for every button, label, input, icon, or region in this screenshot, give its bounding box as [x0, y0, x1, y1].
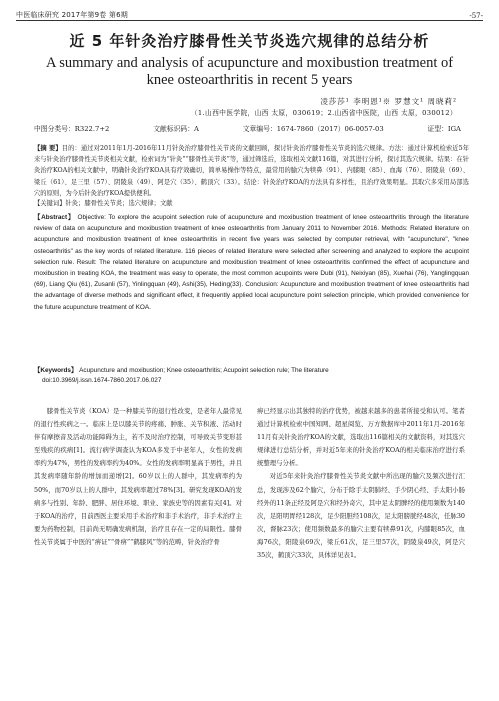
keywords-chinese: 【关键词】针灸；膝骨性关节炎；选穴规律；文献 [34, 200, 173, 207]
doi: doi:10.3969/j.issn.1674-7860.2017.06.027 [42, 377, 162, 384]
abstract-en-label: 【Abstract】 [34, 214, 75, 221]
title-english [20, 55, 479, 89]
body-paragraph: 痹已经显示出其独特的治疗优势，被越来越多的患者所接受和认可。笔者通过计算机检索中国知网、超星阅览、万方数据库中2011年1月-2016年11月有关针灸治疗KOA的文献，选取出116篇相关的文献资料，对其选穴规律进行总结分析，并对近5年来的针灸治疗KOA的相关临床治疗进行系统整理与分析。 [257, 407, 465, 468]
keywords-english [34, 365, 469, 377]
abstract-en-text: Objective: To explore the acupoint selection rule of acupuncture and moxibustion treatment of knee osteoarthritis through the literature review of data on acupuncture and moxibustion treatment of knee osteoarthritis from January 2011 to November 2016. Methods: Related literature on acupuncture and moxibustion treatment of knee osteoarthritis in recent five years was selected by computer retrieval, with "acupuncture", "knee osteoarthritis" as the key words of related literature. 116 pieces of related literature were selected after screening and analyzed to explore the acupoint selection rule. Result: The related literature on acupuncture and moxibustion treatment of knee osteoarthritis confirmed the effect of acupuncture and moxibustion in treating KOA, the treatment was easy to operate, the most common acupoints were Dubi (91), Neixiyan (85), Xuehai (76), Yanglingquan (69), Liang Qiu (61), Zusanli (57), Yinlingquan (49), Ashi(35), Heding(33). Conclusion: Acupuncture and moxibustion treatment of knee osteoarthritis had the advantage of diverse methods and significant effect, it frequently applied local acupuncture point selection principle, which provided convenience for the future acupuncture treatment of KOA. [34, 214, 469, 311]
keywords-en-text: Acupuncture and moxibustion; Knee osteoarthritis; Acupoint selection rule; The literature [79, 367, 329, 374]
document-code: 文献标识码：A [153, 125, 199, 133]
abstract-english [34, 212, 469, 313]
title-english-line1: A summary and analysis of acupuncture and moxibustion treatment of [45, 55, 454, 71]
running-header [16, 4, 483, 21]
body-column-right [257, 405, 465, 562]
affiliation: （1.山西中医学院，山西 太原，030619；2.山西省中医院，山西 太原，030012） [190, 109, 457, 117]
keywords-en-label: 【Keywords】 [34, 367, 78, 374]
journal-info: 中医临床研究 2017年第9卷 第6期 [16, 11, 128, 19]
title-chinese: 近 5 年针灸治疗膝骨性关节炎选穴规律的总结分析 [69, 32, 430, 50]
article-meta [34, 123, 461, 133]
page-number: -57- [469, 12, 483, 20]
body-paragraph: 对近5年来针灸治疗膝骨性关节炎文献中所出现的腧穴及频次进行汇总，发现涉及62个腧穴，分布于除手太阴肺经、手少阴心经、手太阳小肠经外的11条正经及阿是穴和经外奇穴，其中足太阴脾经的使用频数为140次，足阳明胃经128次，足少阳胆经108次，足太阳膀胱经48次，任脉30次，督脉23次；使用频数最多的腧穴主要有犊鼻91次，内膝眼85次，血海76次，阳陵泉69次，梁丘61次，足三里57次，阴陵泉49次，阿是穴35次，鹤顶穴33次，具体详见表1。 [257, 472, 465, 560]
abstract-cn-text: 目的：通过对2011年1月-2016年11月针灸治疗膝骨性关节炎的文献回顾，探讨针灸治疗膝骨性关节炎的选穴规律。方法：通过计算机检索近5年来与针灸治疗膝骨性关节炎相关文献，检索词为“针灸”“膝骨性关节炎”等，通过筛选后，选取相关文献116篇，对其进行分析，探讨其选穴规律。结果：在针灸治疗KOA的相关文献中，明确针灸治疗KOA具有疗效确切，简单易操作等特点，最常用的腧穴为犊鼻（91）、内膝眼（85）、血海（76）、阳陵泉（69）、梁丘（61）、足三里（57）、阴陵泉（49）、阿是穴（35）、鹤顶穴（33）。结论：针灸治疗KOA的方法具有多样性，且治疗效果明显。其取穴多采用局部选穴的原则，为今后针灸治疗KOA提供便利。 [34, 145, 469, 197]
article-number: 文章编号：1674-7860（2017）06-0057-03 [242, 125, 384, 133]
abstract-chinese [34, 143, 469, 199]
cert-type: 证型：IGA [427, 125, 461, 133]
abstract-cn-label: 【摘 要】 [34, 145, 62, 152]
authors: 凌莎莎¹ 李明恩¹※ 罗慧文¹ 周晓莉² [320, 97, 457, 106]
body-paragraph: 膝骨性关节炎（KOA）是一种膝关节的退行性改变，是老年人最常见的退行性疾病之一。临床上是以膝关节的疼痛、肿胀、关节积液、活动时伴有摩擦音及活动功能障碍为主，若不及时治疗控制，可导致关节变形甚至残疾的疾病[1]。流行病学调查认为KOA多发于中老年人，女性的发病率约为47%，男性的发病率约为40%。女性的发病率明显高于男性，并且其发病率随年龄的增加而递增[2]。60岁以上的人群中，其发病率约为50%，而70岁以上的人群中，其发病率超过78%[3]。研究发现KOA的发病多与性别、年龄、肥胖、居住环境、职业、家族史等的因素有关[4]。对于KOA的治疗，目前西医主要采用手术治疗和非手术治疗，非手术治疗主要为药物控制，目前尚无明确发病机制，治疗且存在一定的局限性。膝骨性关节炎属于中医的“痹证”“骨痹”“鹤膝风”等的范畴，针灸治疗骨 [34, 407, 242, 546]
body-column-left [34, 405, 242, 549]
clc-number: 中图分类号：R322.7+2 [34, 125, 110, 133]
title-english-line2: knee osteoarthritis in recent 5 years [146, 72, 353, 88]
